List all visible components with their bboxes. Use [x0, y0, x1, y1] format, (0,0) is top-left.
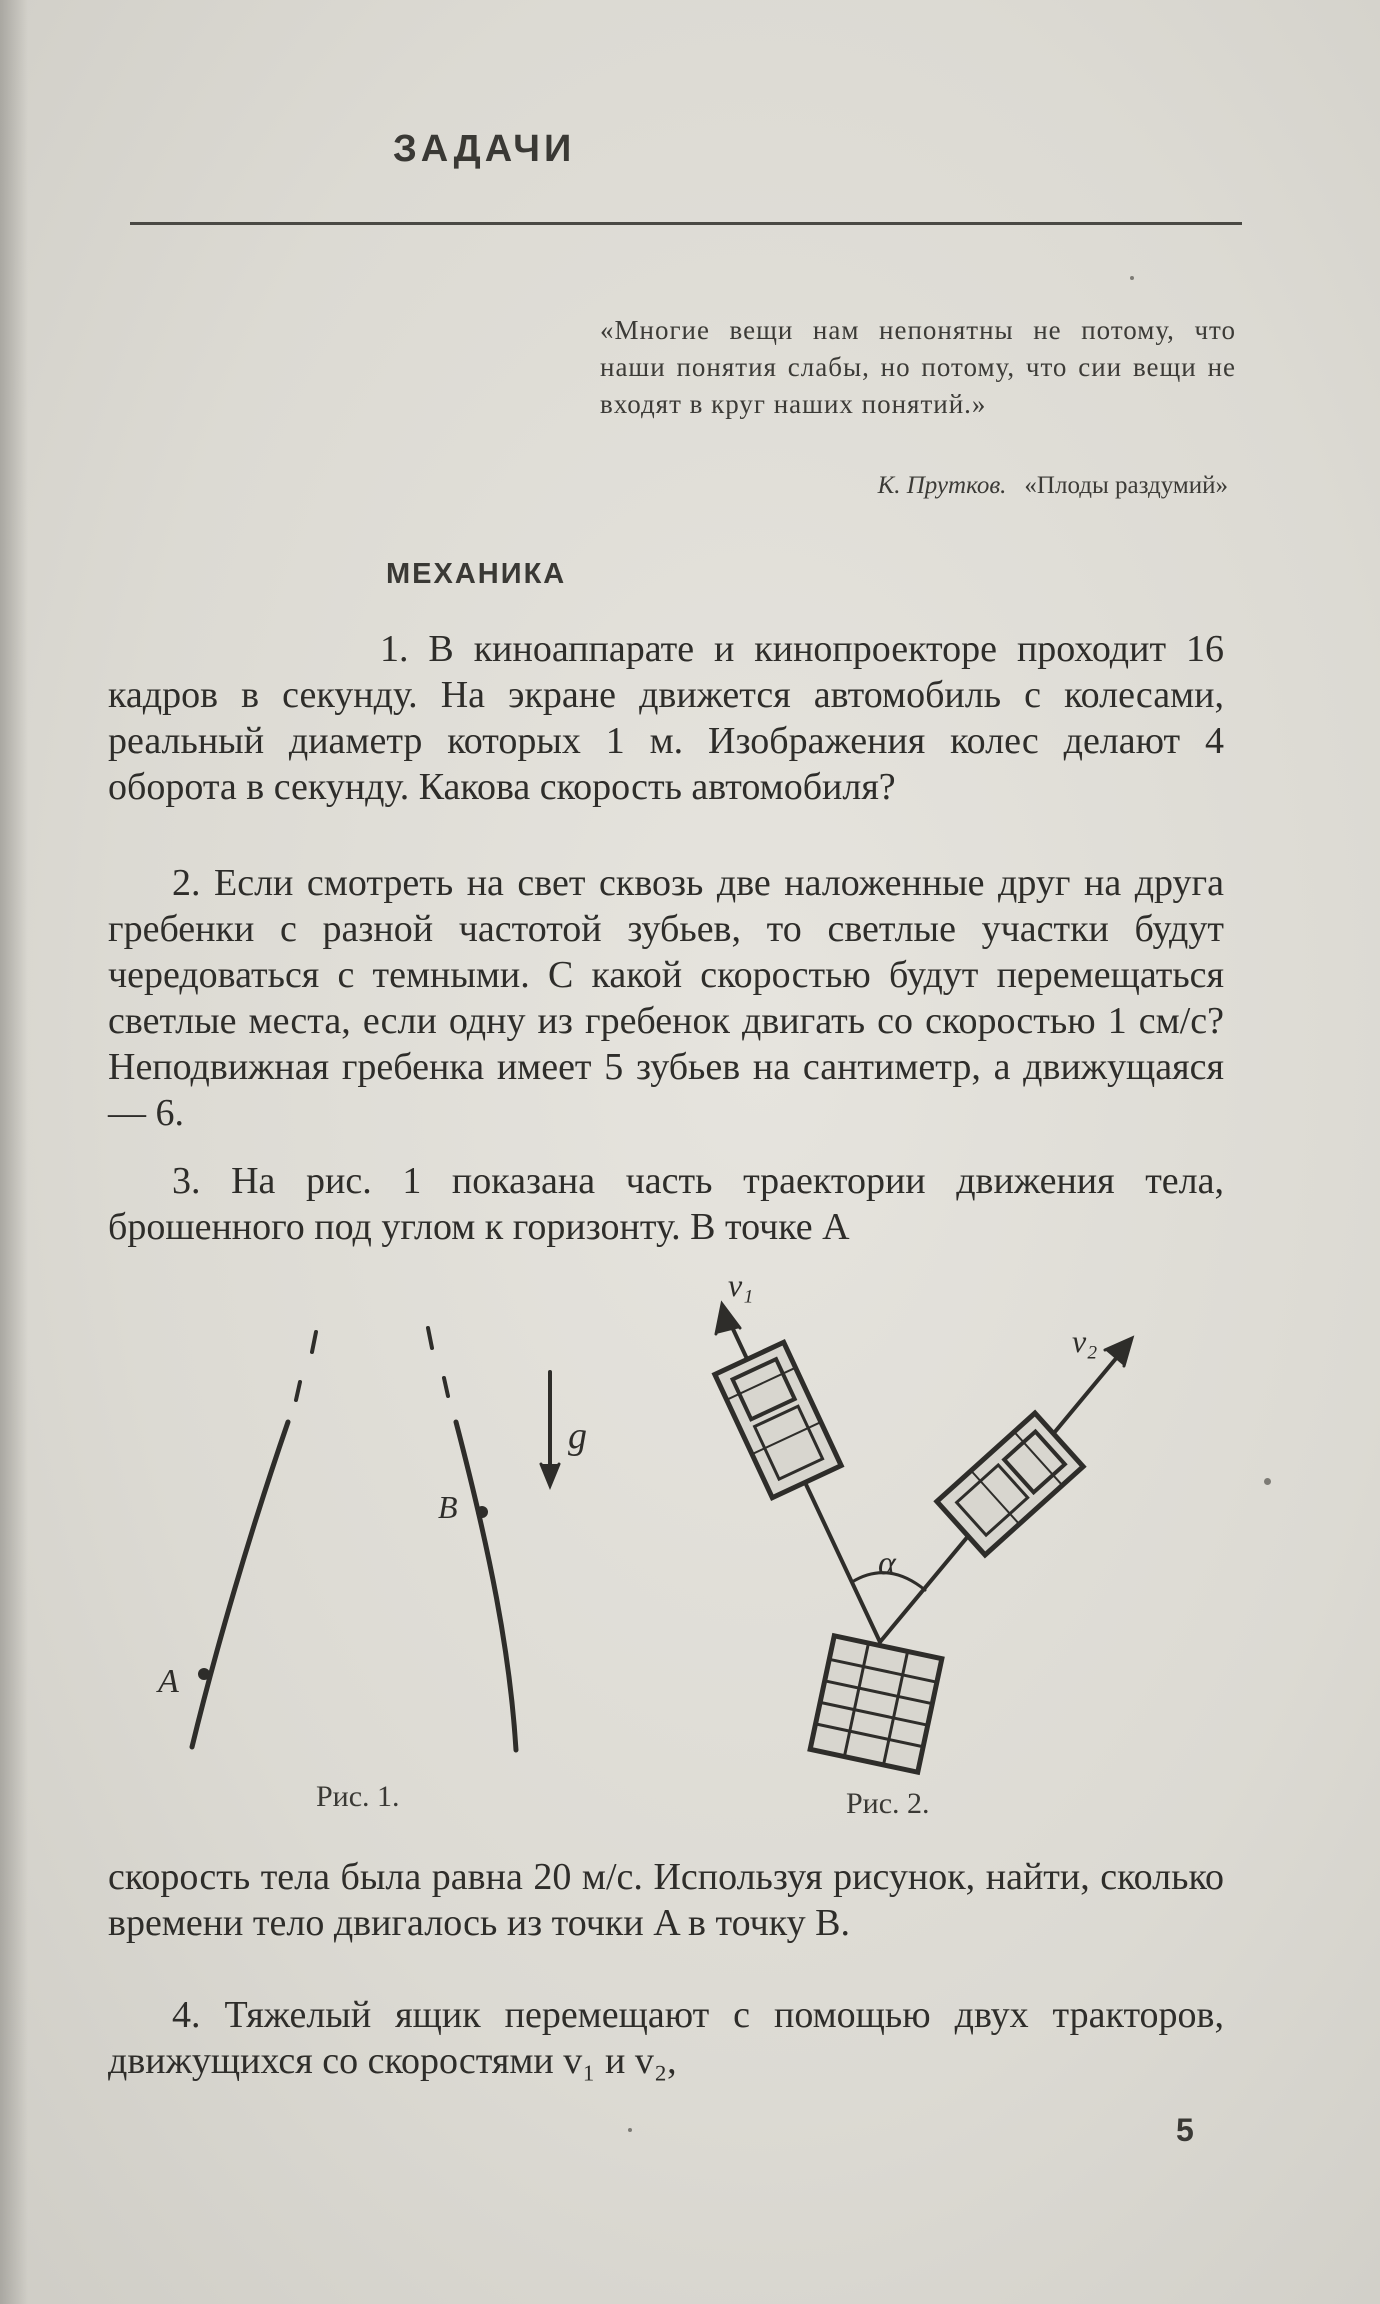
- tractor-2: [937, 1413, 1083, 1555]
- heavy-box: [810, 1636, 942, 1772]
- problem-1-text: 1. В киноаппарате и кинопроекторе проходит 16 кадров в секунду. На экране движется автомобиль с колесами, реальный диаметр которых 1 м. Изображения колес делают 4 оборота в секунду. Какова скорость автомобиля?: [108, 628, 1224, 808]
- v1-label: v₁: [728, 1272, 754, 1303]
- heading-rule: [130, 222, 1242, 225]
- figure-2-caption: Рис. 2.: [846, 1787, 930, 1820]
- point-a-label: A: [158, 1663, 179, 1700]
- epigraph-author: К. Прутков.: [877, 472, 1007, 499]
- problem-2-text: 2. Если смотреть на свет сквозь две наложенные друг на друга гребенки с разной частотой зубьев, то светлые участки будут чередоваться с темными. С какой скоростью будут перемещаться светлые места, если одну из гребенок двигать со скоростью 1 см/с? Неподвижная гребенка имеет 5 зубьев на сантиметр, а движущаяся — 6.: [108, 862, 1224, 1134]
- figures-area: [0, 1272, 1380, 1832]
- problem-2: [108, 860, 1224, 1136]
- chapter-heading: ЗАДАЧИ: [393, 128, 576, 170]
- alpha-label: α: [878, 1545, 896, 1582]
- epigraph-text: «Многие вещи нам непонятны не потому, что наши понятия слабы, но потому, что сии вещи не входят в круг наших понятий.»: [600, 315, 1236, 419]
- figure-1-caption: Рис. 1.: [316, 1780, 400, 1813]
- problem-3-text-start: 3. На рис. 1 показана часть траектории движения тела, брошенного под углом к горизонту. В точке A: [108, 1160, 1224, 1248]
- paper-speck: [1264, 1478, 1271, 1485]
- v2-label: v₂: [1072, 1323, 1098, 1359]
- problem-4: [108, 1992, 1224, 2084]
- paper-speck: [1130, 276, 1134, 280]
- gravity-label: g: [568, 1415, 587, 1457]
- point-a-marker: [198, 1668, 210, 1680]
- page-binding-shadow: [0, 0, 28, 2304]
- problem-4-text: 4. Тяжелый ящик перемещают с помощью двух тракторов, движущихся со скоростями v₁ и v₂,: [108, 1994, 1224, 2082]
- tractor-1: [715, 1342, 841, 1497]
- problem-3-continued: [108, 1854, 1224, 1946]
- point-b-marker: [476, 1506, 488, 1518]
- figure-2-tractors: [715, 1304, 1132, 1772]
- epigraph-source: [878, 472, 1228, 500]
- problem-1: [108, 626, 1224, 810]
- paper-speck: [628, 2128, 632, 2132]
- page-number: 5: [1176, 2112, 1194, 2148]
- problem-3-text-end: скорость тела была равна 20 м/с. Используя рисунок, найти, сколько времени тело двигалось из точки A в точку B.: [108, 1856, 1224, 1944]
- epigraph-work: «Плоды раздумий»: [1024, 472, 1228, 499]
- section-title: МЕХАНИКА: [386, 558, 567, 590]
- point-b-label: B: [438, 1489, 458, 1525]
- figure-1-trajectory: [192, 1328, 559, 1750]
- problem-3: [108, 1158, 1224, 1250]
